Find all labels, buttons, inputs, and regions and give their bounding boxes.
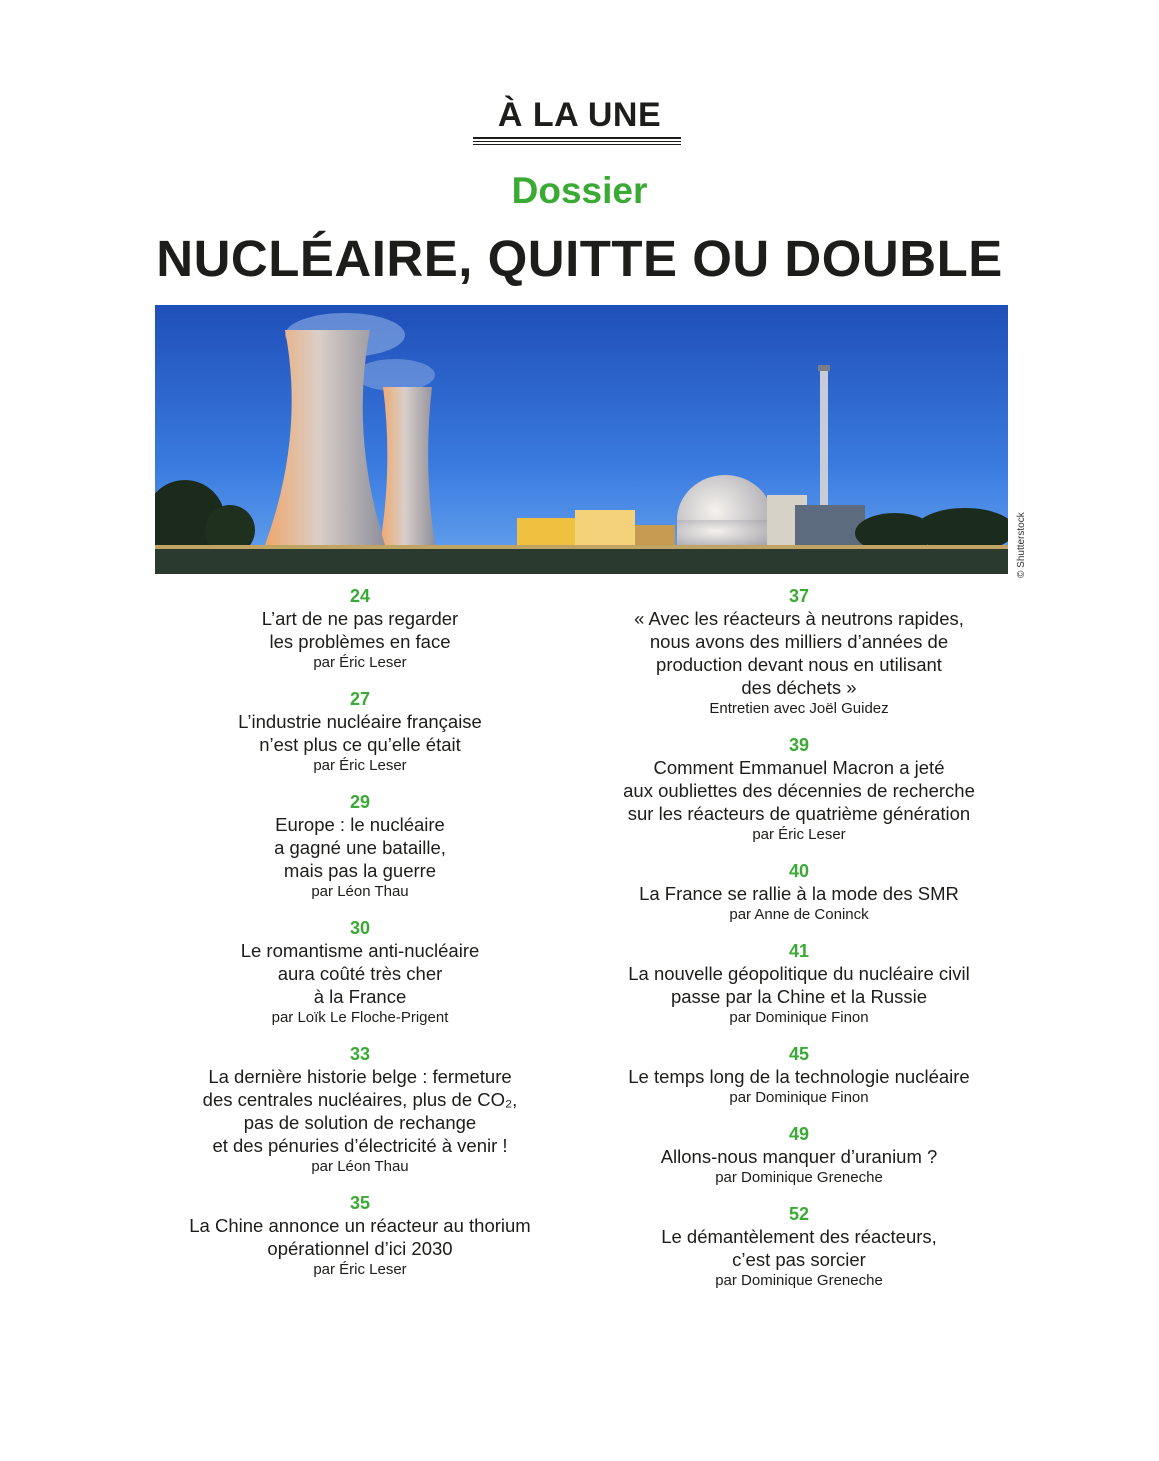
article-title-line: des déchets » (741, 677, 857, 698)
article-title (155, 813, 565, 882)
page-number: 39 (788, 735, 810, 755)
article-title (590, 882, 1008, 905)
article-title (155, 607, 565, 653)
article-title-line: nous avons des milliers d’années de (649, 631, 949, 652)
article-title (155, 1214, 565, 1260)
toc-entry[interactable] (590, 1203, 1008, 1291)
article-title-line: aux oubliettes des décennies de recherche (623, 780, 975, 801)
article-title (590, 607, 1008, 699)
toc-entry[interactable] (590, 1043, 1008, 1108)
toc-entry[interactable] (155, 917, 565, 1028)
article-title-line: à la France (313, 986, 407, 1007)
toc-entry[interactable] (155, 791, 565, 902)
article-title (155, 710, 565, 756)
page-number: 33 (349, 1044, 371, 1064)
page-headline: NUCLÉAIRE, QUITTE OU DOUBLE (156, 230, 1003, 287)
article-title (590, 1065, 1008, 1088)
toc-entry[interactable] (155, 1192, 565, 1280)
article-title-line: « Avec les réacteurs à neutrons rapides, (634, 608, 964, 629)
toc-entry[interactable] (590, 1123, 1008, 1188)
article-title (155, 1065, 565, 1157)
rubric-underline (473, 137, 681, 147)
section-label: Dossier (511, 170, 648, 211)
article-author: par Éric Leser (313, 654, 407, 671)
article-title (590, 1225, 1008, 1271)
article-author: par Léon Thau (311, 1158, 409, 1175)
article-title-line: opérationnel d’ici 2030 (267, 1238, 453, 1259)
article-title-line: La dernière historie belge : fermeture (208, 1066, 512, 1087)
article-title-line: Le temps long de la technologie nucléaire (628, 1066, 970, 1087)
article-author: par Éric Leser (313, 757, 407, 774)
article-author: par Dominique Finon (729, 1009, 869, 1026)
toc-entry[interactable] (590, 860, 1008, 925)
page-number: 52 (788, 1204, 810, 1224)
page-number: 45 (788, 1044, 810, 1064)
page-number: 30 (349, 918, 371, 938)
toc-entry[interactable] (155, 688, 565, 776)
article-author: par Dominique Greneche (715, 1169, 883, 1186)
article-author: par Léon Thau (311, 883, 409, 900)
nuclear-plant-photo (155, 305, 1008, 574)
article-title-line: passe par la Chine et la Russie (670, 986, 928, 1007)
toc-entry[interactable] (155, 1043, 565, 1177)
article-title-line: Allons-nous manquer d’uranium ? (660, 1146, 938, 1167)
page-number: 40 (788, 861, 810, 881)
toc-entry[interactable] (590, 940, 1008, 1028)
photo-credit: © Shutterstock (1016, 512, 1027, 578)
article-author: par Dominique Finon (729, 1089, 869, 1106)
page-number: 49 (788, 1124, 810, 1144)
article-author: par Anne de Coninck (729, 906, 869, 923)
article-title-line: pas de solution de rechange (243, 1112, 477, 1133)
article-title-line: L’industrie nucléaire française (238, 711, 482, 732)
article-title-line: n’est plus ce qu’elle était (259, 734, 461, 755)
article-author: Entretien avec Joël Guidez (709, 700, 889, 717)
article-title-line: Comment Emmanuel Macron a jeté (653, 757, 945, 778)
article-title (155, 939, 565, 1008)
article-author: par Loïk Le Floche-Prigent (271, 1009, 449, 1026)
article-title-line: aura coûté très cher (277, 963, 443, 984)
article-title-line: des centrales nucléaires, plus de CO₂, (202, 1089, 518, 1110)
toc-entry[interactable] (590, 734, 1008, 845)
article-title (590, 962, 1008, 1008)
article-title-line: La Chine annonce un réacteur au thorium (189, 1215, 531, 1236)
page-number: 37 (788, 586, 810, 606)
page-number: 41 (788, 941, 810, 961)
article-title (590, 756, 1008, 825)
article-title-line: c’est pas sorcier (732, 1249, 866, 1270)
article-title-line: a gagné une bataille, (274, 837, 446, 858)
article-author: par Éric Leser (752, 826, 846, 843)
article-title-line: mais pas la guerre (283, 860, 437, 881)
page-number: 27 (349, 689, 371, 709)
article-title-line: La nouvelle géopolitique du nucléaire civil (628, 963, 970, 984)
article-title-line: Le romantisme anti-nucléaire (240, 940, 480, 961)
toc-left-column (155, 585, 565, 1295)
article-title-line: L’art de ne pas regarder (261, 608, 459, 629)
article-title-line: Le démantèlement des réacteurs, (661, 1226, 937, 1247)
page-number: 24 (349, 586, 371, 606)
rubric-title: À LA UNE (497, 96, 662, 134)
page-number: 35 (349, 1193, 371, 1213)
article-title-line: production devant nous en utilisant (656, 654, 942, 675)
article-title-line: Europe : le nucléaire (275, 814, 445, 835)
article-title-line: La France se rallie à la mode des SMR (639, 883, 959, 904)
article-author: par Dominique Greneche (715, 1272, 883, 1289)
toc-right-column (590, 585, 1008, 1306)
article-author: par Éric Leser (313, 1261, 407, 1278)
page-number: 29 (349, 792, 371, 812)
article-title-line: les problèmes en face (269, 631, 451, 652)
toc-entry[interactable] (590, 585, 1008, 719)
article-title-line: et des pénuries d’électricité à venir ! (212, 1135, 508, 1156)
toc-entry[interactable] (155, 585, 565, 673)
article-title (590, 1145, 1008, 1168)
article-title-line: sur les réacteurs de quatrième génération (627, 803, 971, 824)
